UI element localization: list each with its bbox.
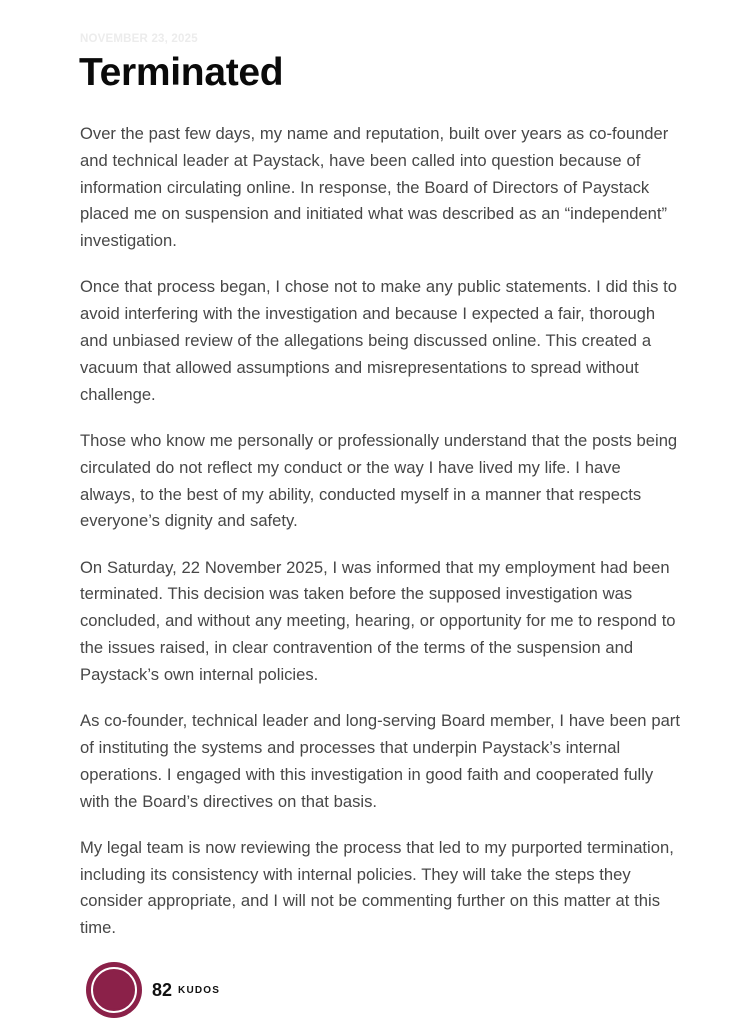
kudos-count: 82	[152, 979, 173, 1000]
paragraph: On Saturday, 22 November 2025, I was informed that my employment had been terminated. This decision was taken before the supposed investigation was concluded, and without any meeting, hearing, or opportunity for me to respond to the issues raised, in clear contravention of the terms of the suspension and Paystack’s own internal policies.	[80, 557, 676, 684]
paragraph: As co-founder, technical leader and long-serving Board member, I have been part of instituting the systems and processes that underpin Paystack’s internal operations. I engaged with this investigation in good faith and cooperated fully with the Board’s directives on that basis.	[80, 711, 680, 811]
kudos-widget	[86, 962, 220, 1018]
paragraph: Once that process began, I chose not to make any public statements. I did this to avoid interfering with the investigation and because I expected a fair, thorough and unbiased review of the allegations being discussed online. This created a vacuum that allowed assumptions and misrepresentations to spread without challenge.	[80, 277, 678, 404]
kudos-label: KUDOS	[178, 984, 221, 996]
kudos-circle-icon[interactable]	[86, 962, 142, 1018]
post-body	[80, 121, 680, 962]
post-title: Terminated	[79, 51, 284, 94]
paragraph: My legal team is now reviewing the process that led to my purported termination, including its consistency with internal policies. They will take the steps they consider appropriate, and I will not be commenting further on this matter at this time.	[80, 837, 674, 938]
paragraph: Over the past few days, my name and reputation, built over years as co-founder and technical leader at Paystack, have been called into question because of information circulating online. In response, the Board of Directors of Paystack placed me on suspension and initiated what was described as an “independent” investigation.	[80, 124, 669, 251]
post-date: NOVEMBER 23, 2025	[80, 33, 198, 45]
paragraph: Those who know me personally or professionally understand that the posts being circulated do not reflect my conduct or the way I have lived my life. I have always, to the best of my ability, conducted myself in a manner that respects everyone’s dignity and safety.	[80, 430, 678, 531]
kudos-circle-inner	[95, 971, 133, 1009]
